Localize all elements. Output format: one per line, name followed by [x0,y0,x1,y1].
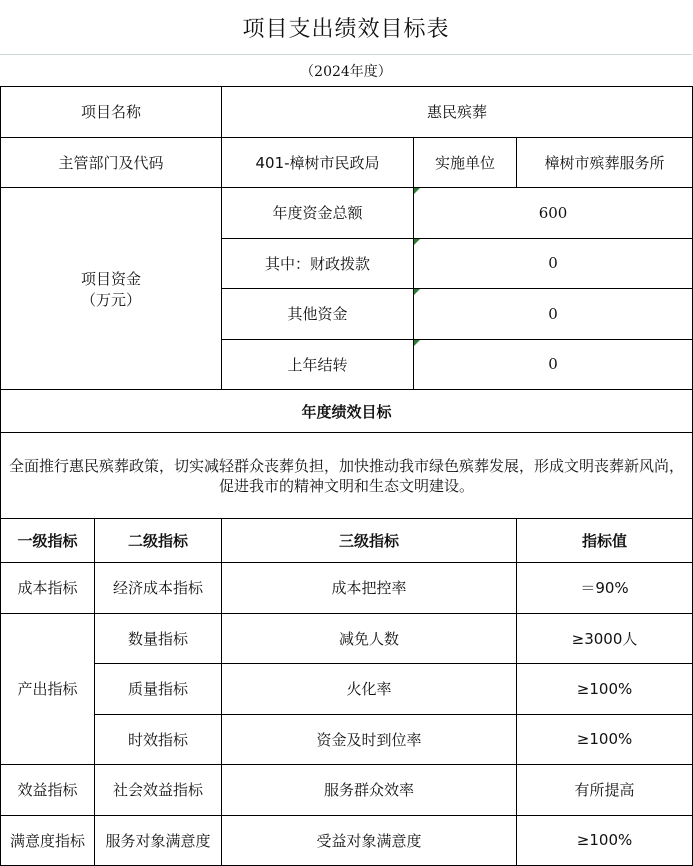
indicator-row [1,664,693,715]
indicator-level3: 受益对象满意度 [222,815,517,866]
project-funds-label [1,188,222,390]
indicator-level2: 社会效益指标 [95,765,222,816]
indicator-row [1,563,693,614]
page-title: 项目支出绩效目标表 [0,0,692,55]
indicator-row [1,613,693,664]
project-name-label: 项目名称 [1,87,222,138]
fund-value: 0 [414,289,693,340]
indicator-level2: 服务对象满意度 [95,815,222,866]
fund-label: 年度资金总额 [222,188,414,239]
header-level1: 一级指标 [1,519,95,563]
department-value: 401-樟树市民政局 [222,137,414,188]
fund-value: 600 [414,188,693,239]
project-funds-unit: （万元） [81,290,142,309]
goal-text-row [1,433,693,519]
project-funds-title: 项目资金 [81,269,142,288]
indicator-value: 有所提高 [517,765,693,816]
indicator-row [1,714,693,765]
indicator-level3: 服务群众效率 [222,765,517,816]
indicator-level2: 数量指标 [95,613,222,664]
indicator-header-row [1,519,693,563]
target-table [0,86,693,866]
indicator-level1: 成本指标 [1,563,95,614]
implementing-unit-value: 樟树市殡葬服务所 [517,137,693,188]
goal-heading: 年度绩效目标 [1,390,693,433]
indicator-value: ≥100% [517,815,693,866]
indicator-level1: 产出指标 [1,613,95,765]
header-value: 指标值 [517,519,693,563]
department-label: 主管部门及代码 [1,137,222,188]
indicator-level2: 时效指标 [95,714,222,765]
indicator-value: ≥3000人 [517,613,693,664]
fund-value: 0 [414,238,693,289]
indicator-value: ＝90% [517,563,693,614]
project-name-value: 惠民殡葬 [222,87,693,138]
fund-label: 其他资金 [222,289,414,340]
indicator-level2: 质量指标 [95,664,222,715]
indicator-level1: 效益指标 [1,765,95,816]
indicator-level3: 火化率 [222,664,517,715]
implementing-unit-label: 实施单位 [414,137,517,188]
department-row [1,137,693,188]
project-name-row [1,87,693,138]
indicator-row [1,815,693,866]
year-label: （2024年度） [300,63,392,80]
fund-label: 其中：财政拨款 [222,238,414,289]
indicator-level2: 经济成本指标 [95,563,222,614]
fund-value: 0 [414,339,693,390]
indicator-value: ≥100% [517,714,693,765]
header-level3: 三级指标 [222,519,517,563]
indicator-row [1,765,693,816]
fund-row [1,188,693,239]
goal-heading-row [1,390,693,433]
indicator-level1: 满意度指标 [1,815,95,866]
indicator-level3: 资金及时到位率 [222,714,517,765]
header-level2: 二级指标 [95,519,222,563]
goal-text: 全面推行惠民殡葬政策，切实减轻群众丧葬负担，加快推动我市绿色殡葬发展，形成文明丧葬新风尚，促进我市的精神文明和生态文明建设。 [1,433,693,519]
indicator-value: ≥100% [517,664,693,715]
indicator-level3: 减免人数 [222,613,517,664]
indicator-level3: 成本把控率 [222,563,517,614]
fund-label: 上年结转 [222,339,414,390]
